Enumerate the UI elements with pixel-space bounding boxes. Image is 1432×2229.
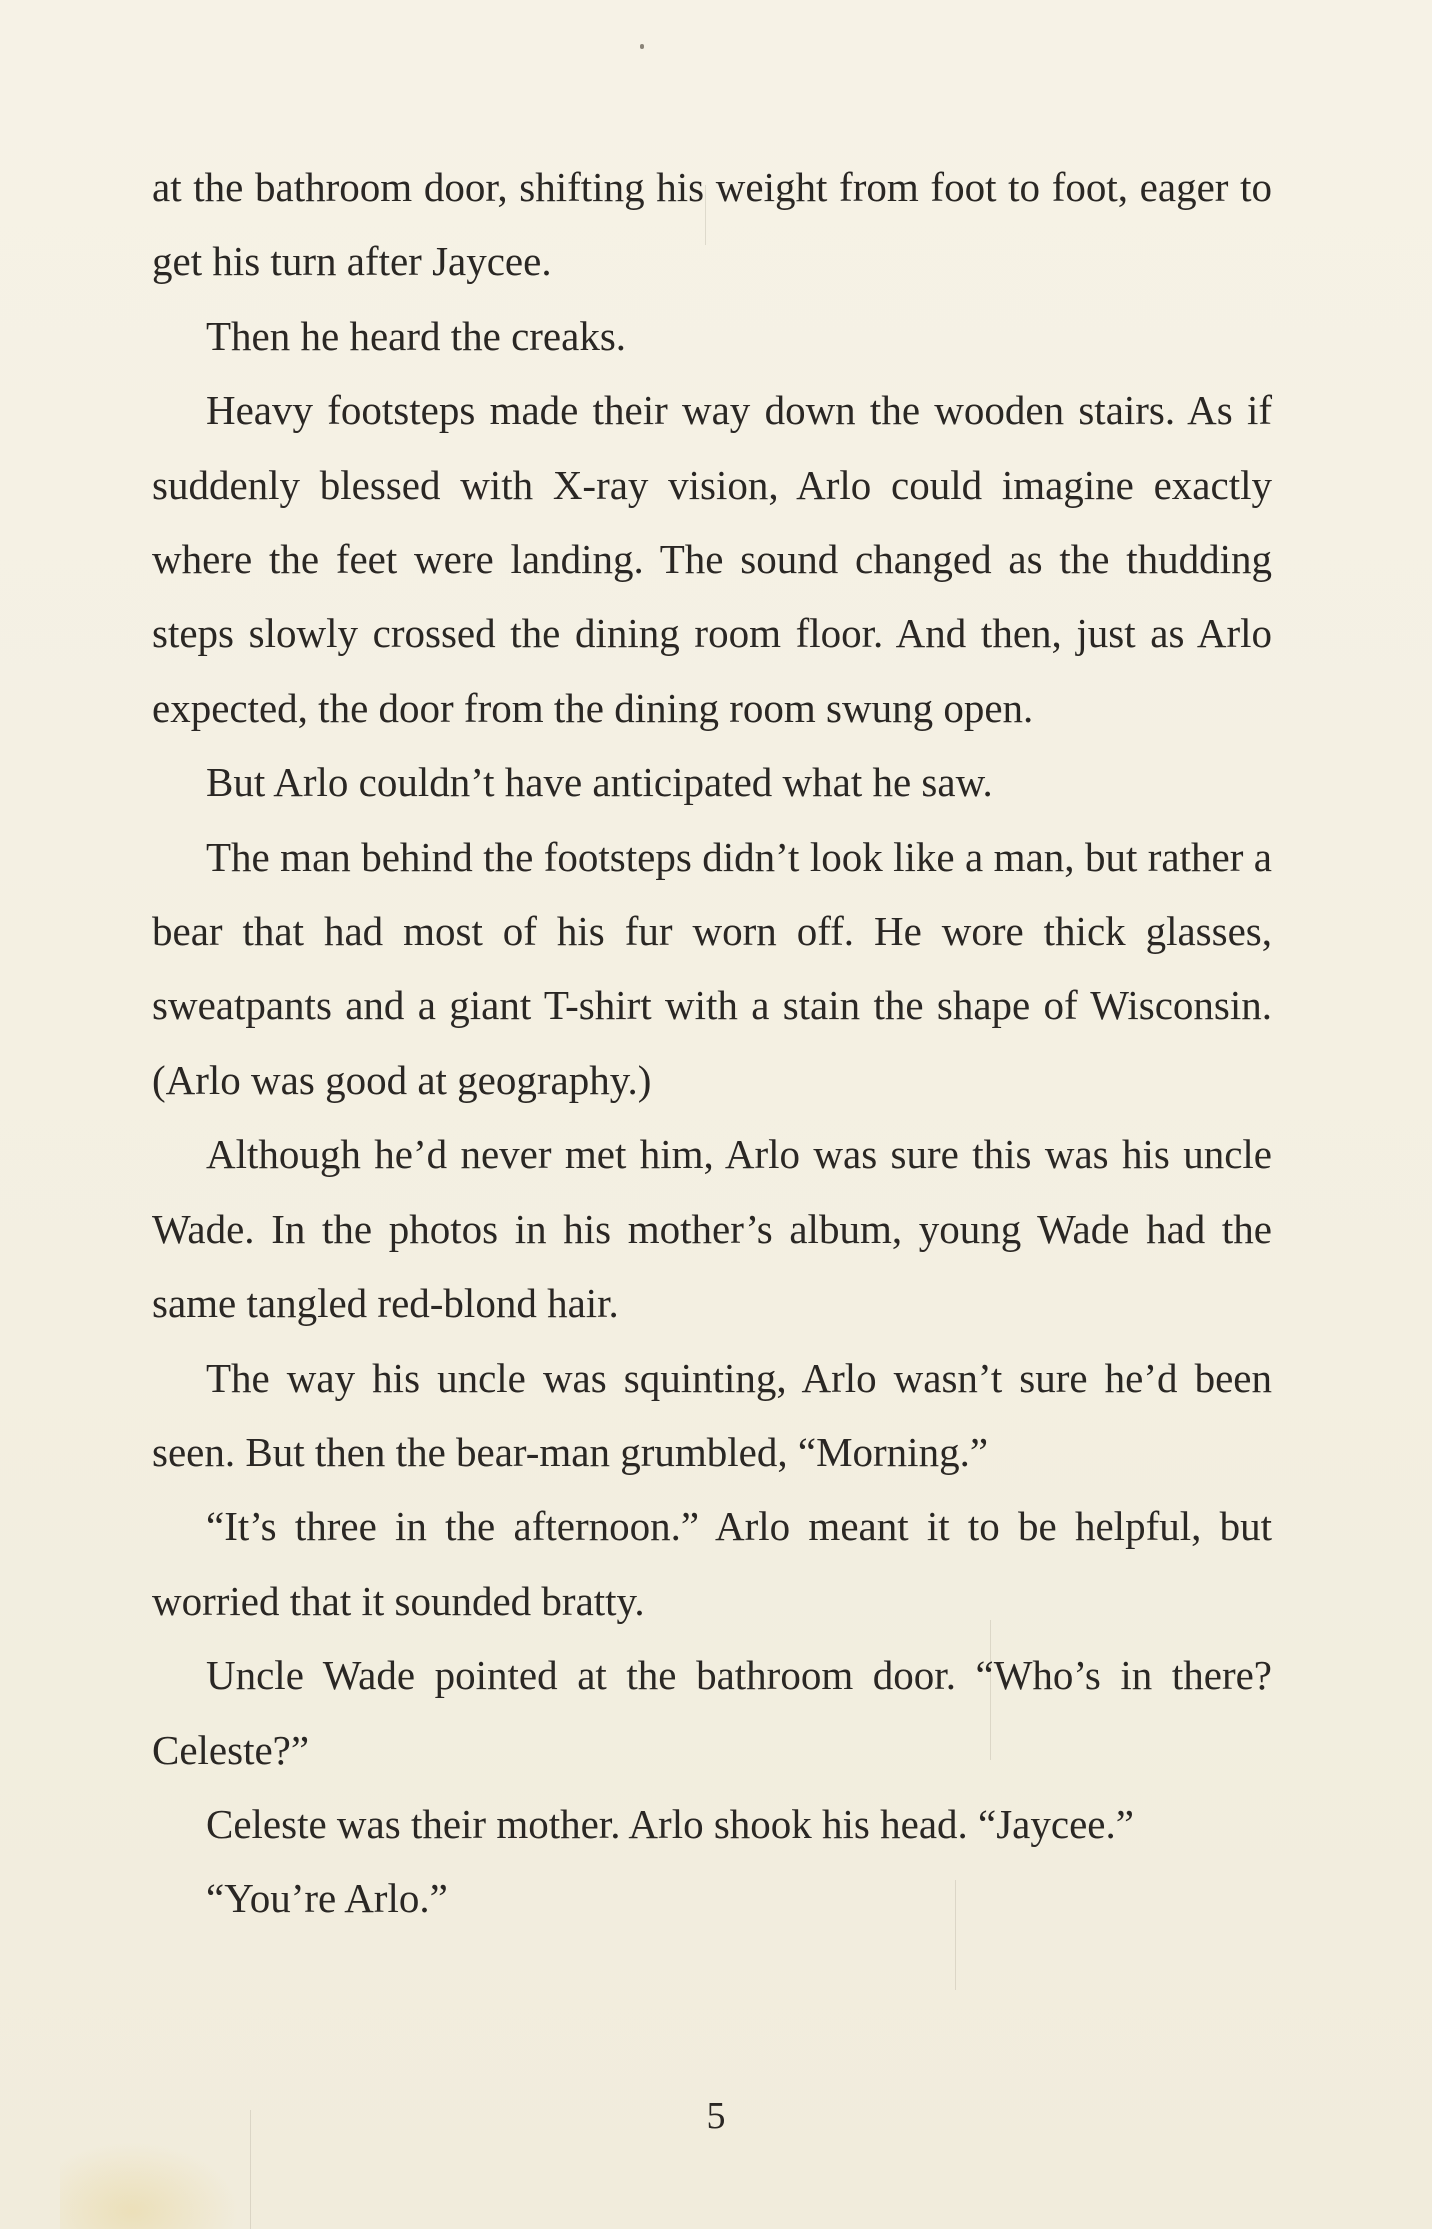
paragraph: “It’s three in the afternoon.” Arlo meant it to be helpful, but worried that it sounded bratty. bbox=[152, 1503, 1272, 1624]
page-number: 5 bbox=[706, 2095, 726, 2137]
paragraph: Celeste was their mother. Arlo shook his head. “Jaycee.” bbox=[206, 1800, 1134, 1847]
paragraph: But Arlo couldn’t have anticipated what he saw. bbox=[206, 759, 993, 806]
paragraph: “You’re Arlo.” bbox=[206, 1875, 448, 1922]
paragraph: Then he heard the creaks. bbox=[206, 312, 627, 359]
paragraph: The way his uncle was squinting, Arlo wasn’t sure he’d been seen. But then the bear-man grumbled, “Morning.” bbox=[152, 1354, 1272, 1475]
paragraph: Heavy footsteps made their way down the wooden stairs. As if suddenly blessed with X-ray vision, Arlo could imagine exactly where the feet were landing. The sound changed as the thudding steps slowly crossed the dining room floor. And then, just as Arlo expected, the door from the dining room swung open. bbox=[152, 387, 1272, 731]
paragraph: at the bathroom door, shifting his weight from foot to foot, eager to get his turn after Jaycee. bbox=[152, 164, 1272, 285]
body-text bbox=[152, 150, 1272, 1936]
paragraph: The man behind the footsteps didn’t look like a man, but rather a bear that had most of his fur worn off. He wore thick glasses, sweatpants and a giant T-shirt with a stain the shape of Wisconsin. (Arlo was good at geography.) bbox=[152, 833, 1272, 1103]
page-stain bbox=[60, 2140, 240, 2229]
scan-artifact-line bbox=[250, 2110, 251, 2229]
paragraph: Uncle Wade pointed at the bathroom door. “Who’s in there? Celeste?” bbox=[152, 1652, 1272, 1773]
paragraph: Although he’d never met him, Arlo was sure this was his uncle Wade. In the photos in his mother’s album, young Wade had the same tangled red-blond hair. bbox=[152, 1131, 1272, 1327]
scan-speck bbox=[640, 44, 644, 49]
